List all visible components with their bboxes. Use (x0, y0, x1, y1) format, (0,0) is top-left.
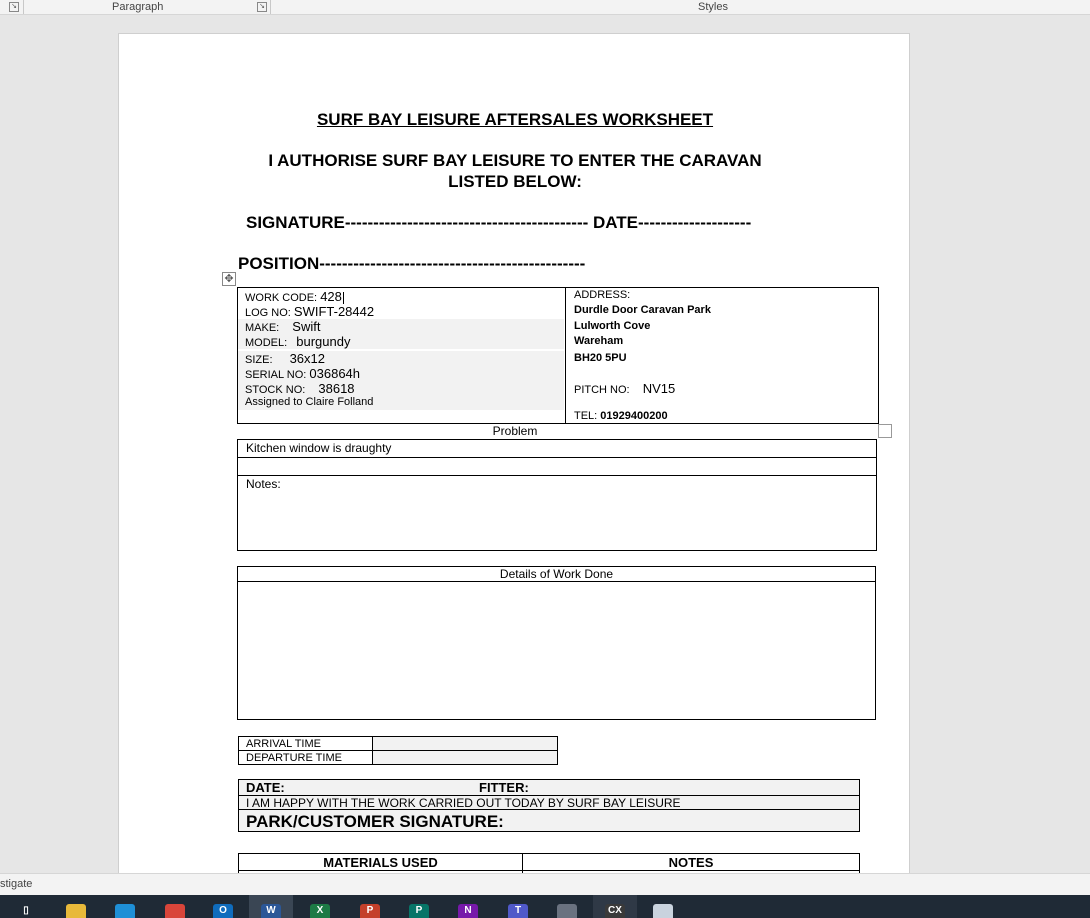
edge-icon[interactable] (115, 904, 135, 918)
styles-group-label: Styles (698, 1, 728, 13)
status-text: stigate (0, 878, 33, 890)
model-row (238, 334, 564, 349)
table-move-handle-icon[interactable]: ✥ (222, 272, 236, 286)
arrival-label: ARRIVAL TIME (239, 737, 373, 751)
notes-label: Notes: (246, 477, 281, 491)
stock-value[interactable]: 38618 (318, 381, 355, 396)
work-code-row (238, 289, 564, 304)
problem-extra-row[interactable] (238, 457, 876, 476)
stock-label: STOCK NO: (245, 384, 306, 396)
address-line-2[interactable]: Lulworth Cove (574, 320, 651, 332)
ribbon (0, 0, 1090, 15)
times-table (238, 736, 558, 765)
pitch-row (574, 381, 675, 396)
document-page[interactable] (118, 33, 910, 878)
make-label: MAKE: (245, 322, 280, 334)
log-no-label: LOG NO: (245, 307, 291, 319)
signature-date-line: SIGNATURE------------------------------------------- DATE-------------------- (246, 213, 752, 232)
log-no-value[interactable]: SWIFT-28442 (293, 304, 375, 319)
address-line-1[interactable]: Durdle Door Caravan Park (574, 304, 711, 316)
ribbon-separator (23, 0, 24, 14)
dialog-launcher-icon[interactable]: ↘ (9, 2, 19, 12)
document-title: SURF BAY LEISURE AFTERSALES WORKSHEET (316, 110, 714, 129)
paragraph-launcher-icon[interactable]: ↘ (257, 2, 267, 12)
departure-value[interactable] (373, 751, 558, 765)
excel-icon[interactable]: X (310, 904, 330, 918)
departure-label: DEPARTURE TIME (239, 751, 373, 765)
tel-label: TEL: (574, 410, 598, 422)
size-value[interactable]: 36x12 (289, 351, 325, 366)
address-line-4[interactable]: BH20 5PU (574, 352, 627, 364)
address-label: ADDRESS: (574, 289, 631, 301)
tel-row (574, 410, 668, 422)
happy-line: I AM HAPPY WITH THE WORK CARRIED OUT TODAY BY SURF BAY LEISURE (239, 795, 859, 810)
outlook-icon[interactable]: O (213, 904, 233, 918)
pitch-value[interactable]: NV15 (642, 381, 676, 396)
problem-text[interactable]: Kitchen window is draughty (246, 441, 392, 455)
model-value[interactable]: burgundy (296, 334, 351, 349)
ribbon-separator (270, 0, 271, 14)
powerpoint-icon[interactable]: P (360, 904, 380, 918)
address-cell (567, 288, 878, 423)
make-row (238, 319, 564, 334)
file-explorer-icon[interactable] (66, 904, 86, 918)
assigned-text[interactable]: Assigned to Claire Folland (245, 396, 374, 408)
paragraph-group-label: Paragraph (112, 1, 164, 13)
position-line: POSITION----------------------------------------------- (238, 254, 586, 273)
problem-box (237, 439, 877, 551)
arrival-value[interactable] (373, 737, 558, 751)
onenote-icon[interactable]: N (458, 904, 478, 918)
serial-value[interactable]: 036864h (309, 366, 361, 381)
taskbar (0, 895, 1090, 918)
word-icon[interactable]: W (261, 904, 281, 918)
authorise-line-2: LISTED BELOW: (448, 172, 582, 191)
serial-row (238, 366, 564, 381)
stock-row (238, 381, 564, 396)
app-cube-icon[interactable] (653, 904, 673, 918)
authorise-line-1: I AUTHORISE SURF BAY LEISURE TO ENTER THE CARAVAN (268, 151, 762, 170)
problem-heading: Problem (492, 424, 538, 438)
fitter-label: FITTER: (479, 780, 529, 795)
publisher-icon[interactable]: P (409, 904, 429, 918)
date-label: DATE: (246, 780, 285, 795)
table-resize-handle-icon[interactable] (878, 424, 892, 438)
address-line-3[interactable]: Wareham (574, 335, 624, 347)
notes-column-label: NOTES (523, 854, 860, 871)
app-shield-icon[interactable] (557, 904, 577, 918)
caravan-info-table (237, 287, 879, 424)
task-view-icon[interactable]: ▯ (16, 904, 36, 918)
pitch-label: PITCH NO: (574, 384, 630, 396)
work-code-label: WORK CODE: (245, 292, 318, 304)
log-no-row (238, 304, 564, 319)
size-row (238, 351, 564, 366)
customer-signature-label[interactable]: PARK/CUSTOMER SIGNATURE: (246, 812, 504, 831)
signoff-box (238, 779, 860, 832)
materials-label: MATERIALS USED (239, 854, 523, 871)
app-3cx-icon[interactable]: CX (605, 904, 625, 918)
status-bar (0, 873, 1090, 895)
assigned-row (238, 396, 564, 410)
work-code-value[interactable]: 428 (320, 289, 342, 304)
serial-label: SERIAL NO: (245, 369, 307, 381)
model-label: MODEL: (245, 337, 288, 349)
work-done-box[interactable] (237, 566, 876, 720)
work-done-heading: Details of Work Done (238, 567, 875, 582)
tel-value[interactable]: 01929400200 (600, 410, 668, 422)
caravan-details-cell (238, 288, 566, 423)
chrome-icon[interactable] (165, 904, 185, 918)
teams-icon[interactable]: T (508, 904, 528, 918)
size-label: SIZE: (245, 354, 273, 366)
make-value[interactable]: Swift (292, 319, 321, 334)
